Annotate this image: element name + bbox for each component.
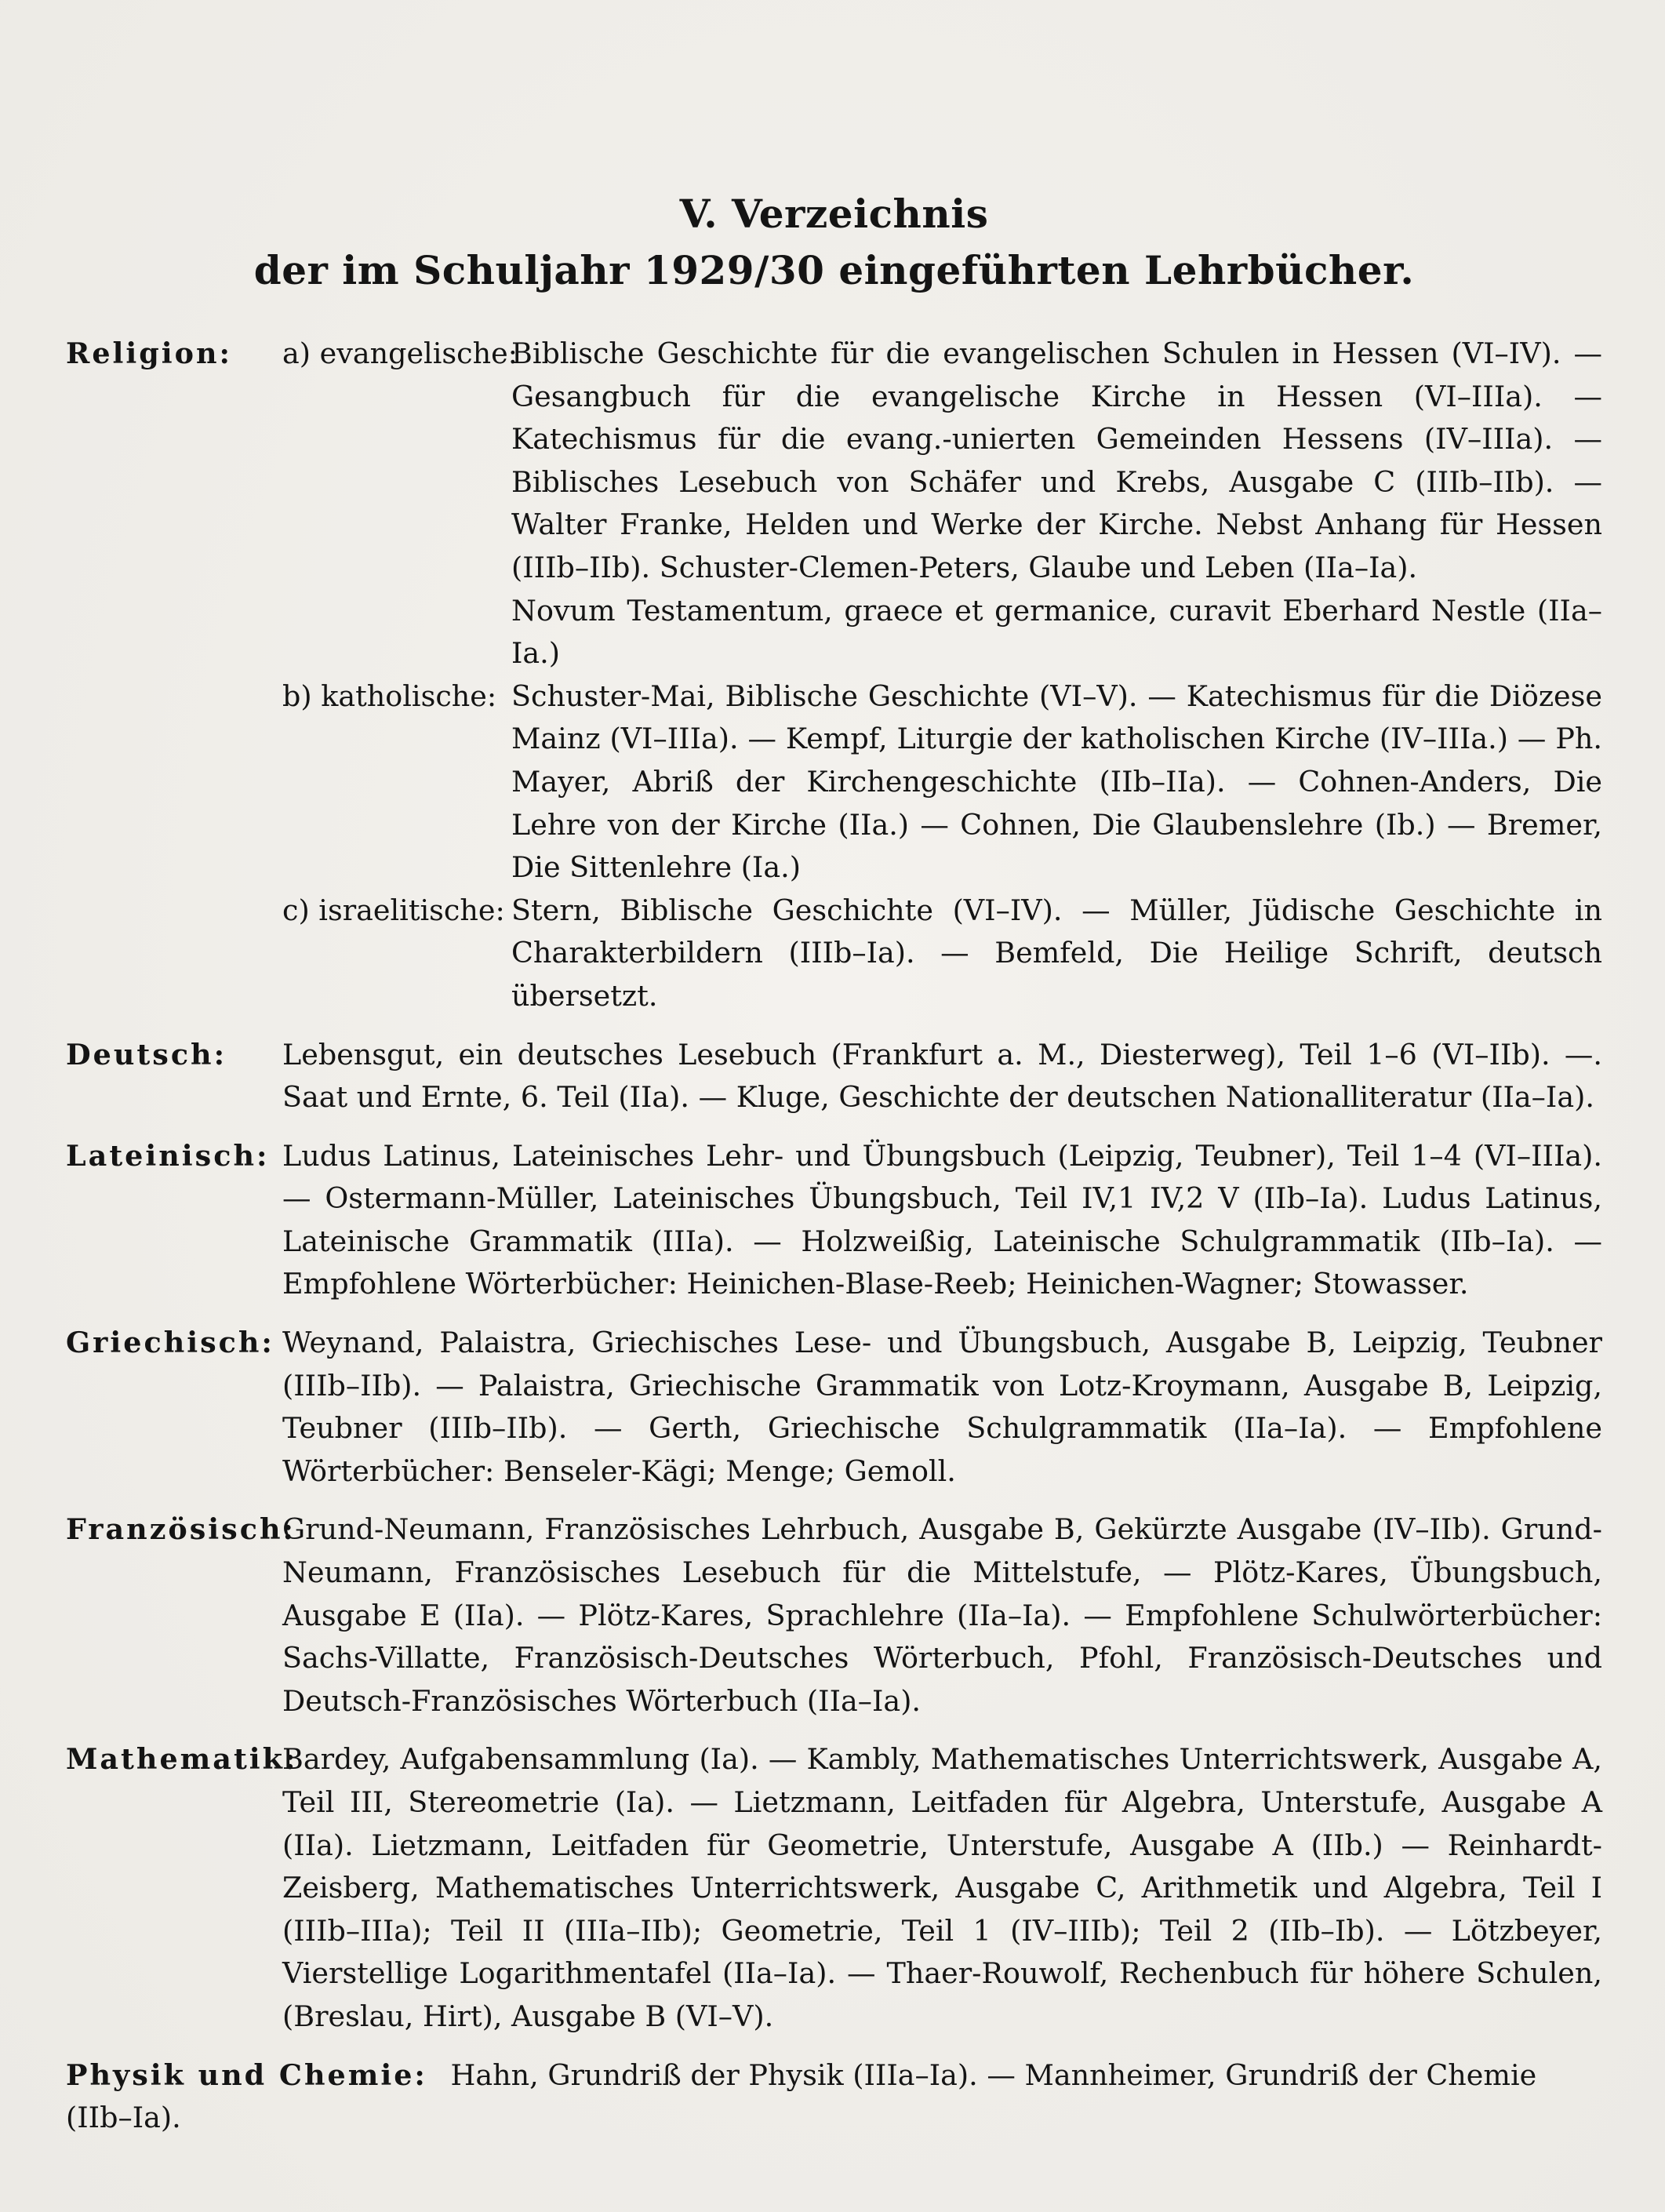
subject-label: Französisch:	[66, 1512, 296, 1547]
book-list-text: Stern, Biblische Geschichte (VI–IV). — Müller, Jüdische Geschichte in Charakterbildern (IIIb–Ia). — Bemfeld, Die Heilige Schrift, deutsch übersetzt.	[511, 893, 1602, 1013]
subject-label: Deutsch:	[66, 1037, 227, 1071]
religion-sections	[282, 333, 1602, 1018]
book-list-text: Lebensgut, ein deutsches Lesebuch (Frankfurt a. M., Diesterweg), Teil 1–6 (VI–IIb). —. Saat und Ernte, 6. Teil (IIa). — Kluge, Geschichte der deutschen Nationalliteratur (IIa–Ia).	[282, 1037, 1602, 1115]
subject-label: Religion:	[66, 337, 233, 370]
book-list-text: Novum Testamentum, graece et germanice, curavit Eberhard Nestle (IIa–Ia.)	[511, 593, 1602, 671]
subject-label: Griechisch:	[66, 1326, 274, 1360]
denomination-label: c) israelitische:	[282, 893, 505, 927]
religion-katholisch	[282, 675, 1602, 890]
book-list-text: Bardey, Aufgabensammlung (Ia). — Kambly, Mathematisches Unterrichtswerk, Ausgabe A, Teil III, Stereometrie (Ia). — Lietzmann, Leitfaden für Algebra, Unterstufe, Ausgabe A (IIa). Lietzmann, Leitfaden für Geometrie, Unterstufe, Ausgabe A (IIb.) — Reinhardt-Zeisberg, Mathematisches Unterrichtswerk, Ausgabe C, Arithmetik und Algebra, Teil I (IIIb–IIIa); Teil II (IIIa–IIb); Geometrie, Teil 1 (IV–IIIb); Teil 2 (IIb–Ib). — Lötzbeyer, Vierstellige Logarithmentafel (IIa–Ia). — Thaer-Rouwolf, Rechenbuch für höhere Schulen, (Breslau, Hirt), Ausgabe B (VI–V).	[282, 1742, 1602, 2033]
entry-religion	[66, 333, 1602, 1018]
religion-israelitisch	[282, 890, 1602, 1018]
subject-label: Lateinisch:	[66, 1138, 270, 1173]
book-list-text: Weynand, Palaistra, Griechisches Lese- und Übungsbuch, Ausgabe B, Leipzig, Teubner (IIIb–IIb). — Palaistra, Griechische Grammatik von Lotz-Kroymann, Ausgabe B, Leipzig, Teubner (IIIb–IIb). — Gerth, Griechische Schulgrammatik (IIa–Ia). — Empfohlene Wörterbücher: Benseler-Kägi; Menge; Gemoll.	[282, 1326, 1602, 1488]
book-list-text: Ludus Latinus, Lateinisches Lehr- und Übungsbuch (Leipzig, Teubner), Teil 1–4 (VI–IIIa). — Ostermann-Müller, Lateinisches Übungsbuch, Teil IV,1 IV,2 V (IIb–Ia). Ludus Latinus, Lateinische Grammatik (IIIa). — Holzweißig, Lateinische Schulgrammatik (IIb–Ia). — Empfohlene Wörterbücher: Heinichen-Blase-Reeb; Heinichen-Wagner; Stowasser.	[282, 1138, 1602, 1301]
book-list-text: Biblische Geschichte für die evangelischen Schulen in Hessen (VI–IV). — Gesangbuch für die evangelische Kirche in Hessen (VI–IIIa). — Katechismus für die evang.-unierten Gemeinden Hessens (IV–IIIa). — Biblisches Lesebuch von Schäfer und Krebs, Ausgabe C (IIIb–IIb). — Walter Franke, Helden und Werke der Kirche. Nebst Anhang für Hessen (IIIb–IIb). Schuster-Clemen-Peters, Glaube und Leben (IIa–Ia).	[511, 337, 1602, 584]
book-list-text: Schuster-Mai, Biblische Geschichte (VI–V). — Katechismus für die Diözese Mainz (VI–IIIa). — Kempf, Liturgie der katholischen Kirche (IV–IIIa.) — Ph. Mayer, Abriß der Kirchengeschichte (IIb–IIa). — Cohnen-Anders, Die Lehre von der Kirche (IIa.) — Cohnen, Die Glaubenslehre (Ib.) — Bremer, Die Sittenlehre (Ia.)	[511, 679, 1602, 885]
entry-physik-chemie	[66, 2054, 1602, 2140]
subject-label: Mathematik:	[66, 1742, 298, 1777]
denomination-label: b) katholische:	[282, 679, 497, 713]
entry-mathematik	[66, 1738, 1602, 2038]
entry-griechisch	[66, 1322, 1602, 1493]
book-list-text: Hahn, Grundriß der Physik (IIIa–Ia). — Mannheimer, Grundriß der Chemie (IIb–Ia).	[66, 2057, 1537, 2135]
page-subtitle: der im Schuljahr 1929/30 eingeführten Lehrbücher.	[253, 247, 1415, 293]
entry-lateinisch	[66, 1135, 1602, 1306]
entry-franzoesisch	[66, 1508, 1602, 1723]
subject-label: Physik und Chemie:	[66, 2057, 427, 2092]
entry-deutsch	[66, 1034, 1602, 1119]
book-list	[511, 333, 1602, 675]
book-list-text: Grund-Neumann, Französisches Lehrbuch, Ausgabe B, Gekürzte Ausgabe (IV–IIb). Grund-Neumann, Französisches Lesebuch für die Mittelstufe, — Plötz-Kares, Übungsbuch, Ausgabe E (IIa). — Plötz-Kares, Sprachlehre (IIa–Ia). — Empfohlene Schulwörterbücher: Sachs-Villatte, Französisch-Deutsches Wörterbuch, Pfohl, Französisch-Deutsches und Deutsch-Französisches Wörterbuch (IIa–Ia).	[282, 1512, 1602, 1718]
religion-evangelisch	[282, 333, 1602, 675]
page-title: V. Verzeichnis	[679, 191, 989, 237]
denomination-label: a) evangelische:	[282, 337, 518, 370]
